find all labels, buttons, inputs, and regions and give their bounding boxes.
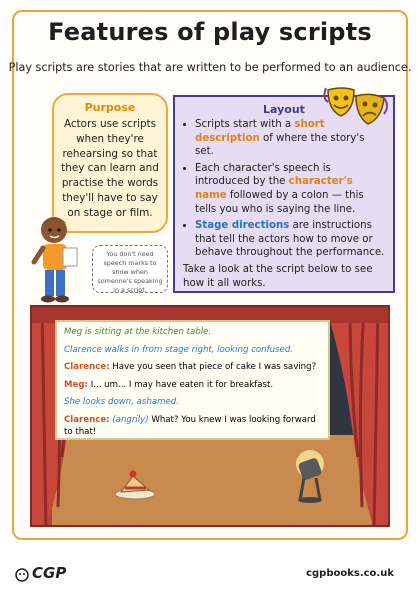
purpose-heading: Purpose [84,101,136,114]
layout-closing: Take a look at the script below to see how it all works. [183,263,373,289]
spotlight-icon [288,448,332,506]
speaker-name: Meg: [64,379,88,390]
cake-icon [113,466,157,500]
speech-marks-note: You don't need speech marks to show when someone's speaking in a script. [92,245,168,293]
script-stage-direction: Clarence walks in from stage right, looking confused. [64,344,294,355]
speaker-name: Clarence: [64,362,110,373]
script-line [64,362,321,374]
layout-list [183,118,385,260]
page-title: Features of play scripts [48,18,372,46]
inline-direction: (angrily) [109,414,149,425]
layout-heading: Layout [263,103,305,116]
speaker-name: Clarence: [64,414,110,425]
layout-bullet: • Each character's speech is introduced by the character's name followed by a colon — this tells you who is saying the line. [195,162,385,216]
script-line [64,415,321,438]
speech-text: Have you seen that piece of cake I was saving? [109,362,317,373]
theatre-masks-icon [322,84,390,132]
speech-text: What? You knew I was looking forward to that! [64,414,316,437]
script-setting: Meg is sitting at the kitchen table. [64,327,212,337]
layout-bullet: • Stage directions are instructions that tell the actors how to move or behave throughout the performance. [195,219,385,260]
cgp-logo: CGP [32,564,67,582]
script-line [64,380,321,392]
cgp-logo-icon [15,568,29,582]
speech-text: I... um... I may have eaten it for breakfast. [87,379,274,390]
layout-bullet: • Scripts start with a short description of where the story's set. [195,118,385,159]
script-card [55,320,330,440]
intro-text: Play scripts are stories that are written to be performed to an audience. [8,61,412,74]
child-illustration [28,208,92,308]
footer-url[interactable]: cgpbooks.co.uk [306,568,394,579]
script-stage-direction: She looks down, ashamed. [64,397,179,408]
right-curtain [326,307,388,527]
purpose-text: Actors use scripts when they're rehearsing so that they can learn and practise the words they'll have to say on stage or film. [61,118,159,219]
